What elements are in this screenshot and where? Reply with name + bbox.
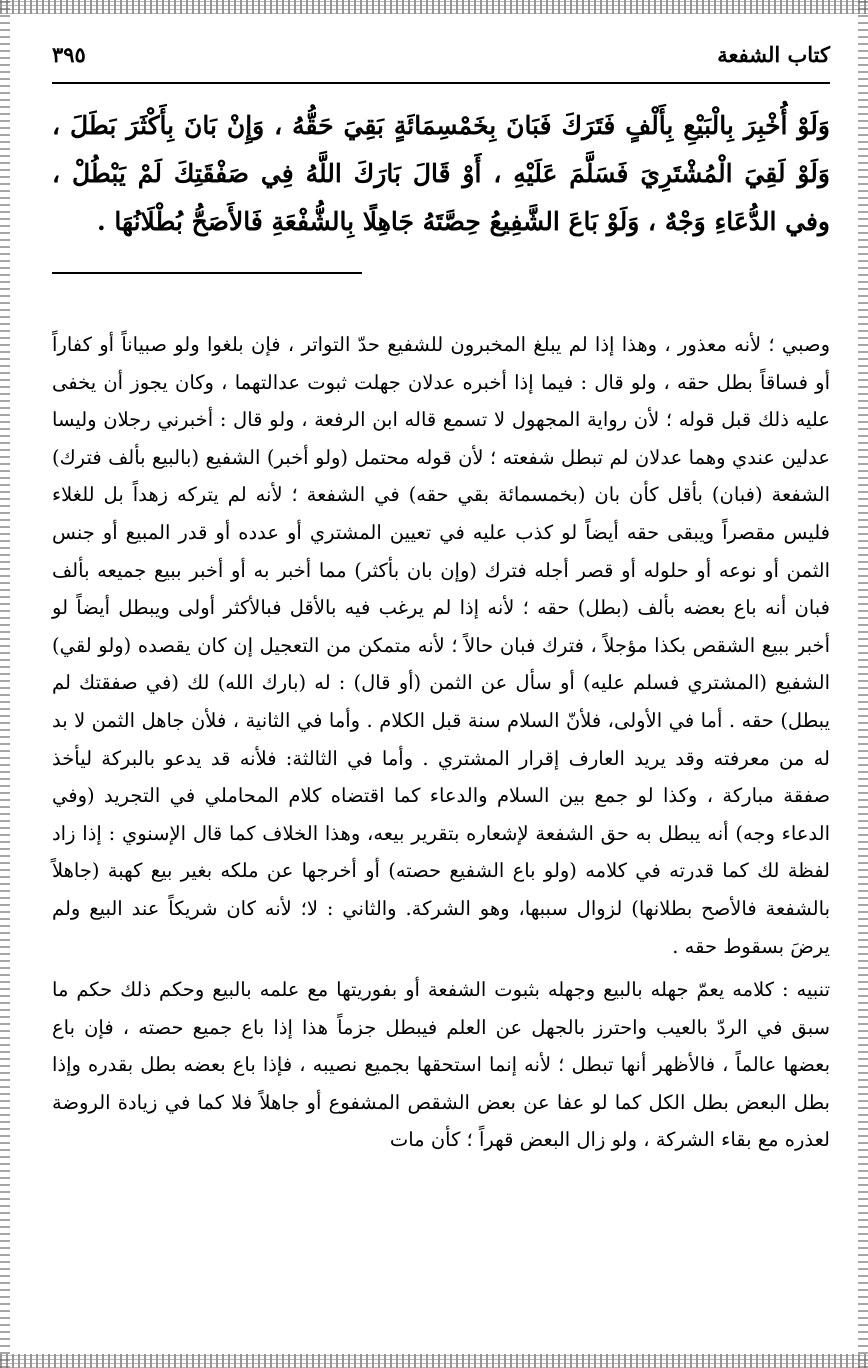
commentary-body: [52, 326, 830, 1159]
matn-separator-rule: [52, 272, 362, 274]
ornamental-border-top: [0, 0, 868, 14]
page-number: ٣٩٥: [52, 42, 86, 67]
matn-text: وَلَوْ أُخْبِرَ بِالْبَيْعِ بِأَلْفٍ فَتَرَكَ فَبَانَ بِخَمْسِمَائَةٍ بَقِيَ حَقُّهُ ، وَإِنْ بَانَ بِأَكْثَرَ بَطَلَ ، وَلَوْ لَقِيَ الْمُشْتَرِيَ فَسَلَّمَ عَلَيْهِ ، أَوْ قَالَ بَارَكَ اللَّهُ فِي صَفْقَتِكَ لَمْ يَبْطُلْ ، وفي الدُّعَاءِ وَجْهٌ ، وَلَوْ بَاعَ الشَّفِيعُ حِصَّتَهُ جَاهِلًا بِالشُّفْعَةِ فَالأَصَحُّ بُطْلَانُهَا .: [52, 111, 830, 236]
book-page: [52, 42, 830, 1159]
ornamental-border-bottom: [0, 1354, 868, 1368]
ornamental-border-left: [0, 0, 10, 1368]
commentary-notice-paragraph: تنبيه : كلامه يعمّ جهله بالبيع وجهله بثبوت الشفعة أو بفوريتها مع علمه بالبيع وحكم ذلك حكم ما سبق في الردّ بالعيب واحترز بالجهل عن العلم فيبطل جزماً هذا إذا باع جميع حصته ، فإن باع بعضها عالماً ، فالأظهر أنها تبطل ؛ لأنه إنما استحقها بجميع نصيبه ، فإذا باع بعضه بطل بقدره وإذا بطل البعض بطل الكل كما لو عفا عن بعض الشقص المشفوع أو جاهلاً فلا كما في زيادة الروضة لعذره مع بقاء الشركة ، ولو زال البعض قهراً ؛ كأن مات: [52, 978, 830, 1152]
commentary-paragraph: وصبي ؛ لأنه معذور ، وهذا إذا لم يبلغ المخبرون للشفيع حدّ التواتر ، فإن بلغوا ولو صبياناً أو كفاراً أو فساقاً بطل حقه ، ولو قال : فيما إذا أخبره عدلان جهلت ثبوت عدالتهما ، وكان يجوز أن يخفى عليه ذلك قبل قوله ؛ لأن رواية المجهول لا تسمع قاله ابن الرفعة ، ولو قال : أخبرني رجلان وليسا عدلين عندي وهما عدلان لم تبطل شفعته ؛ لأن قوله محتمل (ولو أخبر) الشفيع (بالبيع بألف فترك) الشفعة (فبان) بأقل كأن بان (بخمسمائة بقي حقه) في الشفعة ؛ لأنه لم يتركه زهداً بل للغلاء فليس مقصراً ويبقى حقه أيضاً لو كذب عليه في تعيين المشتري أو عدده أو قدر المبيع أو جنس الثمن أو نوعه أو حلوله أو قصر أجله فترك (وإن بان بأكثر) مما أخبر به أو أخبر ببيع جميعه بألف فبان أنه باع بعضه بألف (بطل) حقه ؛ لأنه إذا لم يرغب فيه بالأقل فبالأكثر أولى ويبطل أيضاً لو أخبر ببيع الشقص بكذا مؤجلاً ، فترك فبان حالاً ؛ لأنه متمكن من التعجيل إن كان يقصده (ولو لقي) الشفيع (المشتري فسلم عليه) أو سأل عن الثمن (أو قال) : له (بارك الله) لك (في صفقتك لم يبطل) حقه . أما في الأولى، فلأنّ السلام سنة قبل الكلام . وأما في الثانية ، فلأن جاهل الثمن لا بد له من معرفته وقد يريد العارف إقرار المشتري . وأما في الثالثة: فلأنه قد يدعو بالبركة ليأخذ صفقة مباركة ، وكذا لو جمع بين السلام والدعاء كما اقتضاه كلام المحاملي في التجريد (وفي الدعاء وجه) أنه يبطل به حق الشفعة لإشعاره بتقرير بيعه، وهذا الخلاف كما قال الإسنوي : إذا زاد لفظة لك كما قدرته في كلامه (ولو باع الشفيع حصته) أو أخرجها عن ملكه بغير بيع كهبة (جاهلاً بالشفعة فالأصح بطلانها) لزوال سببها، وهو الشركة. والثاني : لا؛ لأنه كان شريكاً عند البيع ولم يرضَ بسقوط حقه .: [52, 333, 831, 958]
running-header: [52, 42, 830, 84]
chapter-title: كتاب الشفعة: [717, 42, 830, 67]
ornamental-border-right: [858, 0, 868, 1368]
